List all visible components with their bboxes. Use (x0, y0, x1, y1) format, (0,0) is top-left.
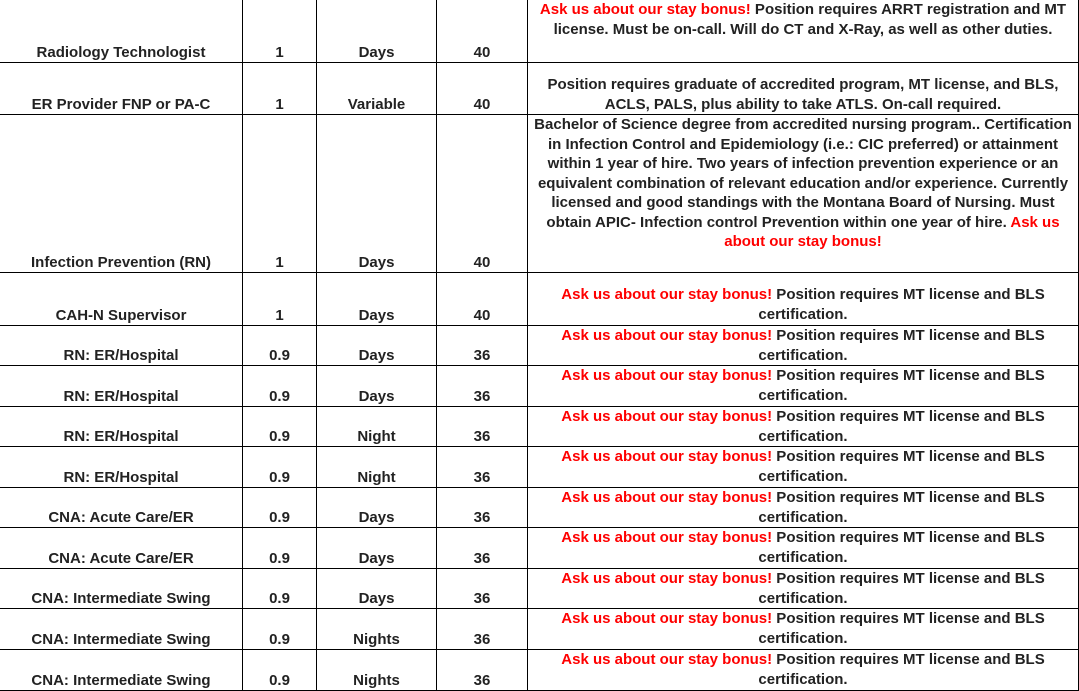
requirements-cell (528, 609, 1079, 650)
fte-cell: 1 (243, 115, 317, 273)
shift-cell: Days (317, 273, 437, 326)
position-title-cell: RN: ER/Hospital (0, 407, 243, 447)
requirements-text: Position requires MT license and BLS certification. (758, 367, 1045, 404)
shift-cell: Days (317, 488, 437, 528)
requirements-cell (528, 366, 1079, 407)
stay-bonus-note: Ask us about our stay bonus! (561, 489, 773, 506)
hours-cell: 36 (437, 488, 528, 528)
hours-cell: 40 (437, 63, 528, 115)
shift-cell: Days (317, 528, 437, 569)
requirements-cell (528, 407, 1079, 447)
fte-cell: 1 (243, 273, 317, 326)
requirements-cell (528, 569, 1079, 609)
table-row (0, 115, 1079, 273)
table-row (0, 528, 1079, 569)
hours-cell: 36 (437, 326, 528, 366)
shift-cell: Nights (317, 609, 437, 650)
requirements-cell (528, 273, 1079, 326)
requirements-text: Position requires MT license and BLS certification. (758, 327, 1045, 364)
hours-cell: 36 (437, 650, 528, 691)
position-title-cell: CNA: Intermediate Swing (0, 650, 243, 691)
stay-bonus-note: Ask us about our stay bonus! (539, 1, 751, 18)
requirements-cell (528, 528, 1079, 569)
requirements-text: Position requires MT license and BLS certification. (758, 489, 1045, 526)
fte-cell: 0.9 (243, 569, 317, 609)
fte-cell: 0.9 (243, 326, 317, 366)
position-title-cell: RN: ER/Hospital (0, 366, 243, 407)
stay-bonus-note: Ask us about our stay bonus! (561, 651, 773, 668)
position-title-cell: Radiology Technologist (0, 0, 243, 63)
requirements-text: Position requires MT license and BLS certification. (758, 408, 1045, 445)
position-title-cell: CNA: Acute Care/ER (0, 488, 243, 528)
requirements-text: Position requires graduate of accredited program, MT license, and BLS, ACLS, PALS, plus ability to take ATLS. On-call required. (547, 76, 1059, 113)
stay-bonus-note: Ask us about our stay bonus! (561, 286, 773, 303)
table-row (0, 0, 1079, 63)
table-row (0, 366, 1079, 407)
position-title-cell: RN: ER/Hospital (0, 326, 243, 366)
stay-bonus-note: Ask us about our stay bonus! (561, 448, 773, 465)
fte-cell: 0.9 (243, 366, 317, 407)
table-row (0, 326, 1079, 366)
hours-cell: 40 (437, 0, 528, 63)
hours-cell: 36 (437, 609, 528, 650)
requirements-text: Position requires MT license and BLS certification. (758, 529, 1045, 566)
table-row (0, 650, 1079, 691)
stay-bonus-note: Ask us about our stay bonus! (561, 610, 773, 627)
requirements-cell (528, 650, 1079, 691)
requirements-text: Position requires MT license and BLS certification. (758, 448, 1045, 485)
table-row (0, 63, 1079, 115)
position-title-cell: CNA: Intermediate Swing (0, 569, 243, 609)
stay-bonus-note: Ask us about our stay bonus! (561, 570, 773, 587)
table-row (0, 609, 1079, 650)
stay-bonus-note: Ask us about our stay bonus! (561, 327, 773, 344)
shift-cell: Days (317, 115, 437, 273)
requirements-text: Position requires ARRT registration and MT license. Must be on-call. Will do CT and X-Ray, as well as other duties. (553, 1, 1067, 38)
hours-cell: 36 (437, 528, 528, 569)
stay-bonus-note: Ask us about our stay bonus! (561, 367, 773, 384)
position-title-cell: CNA: Acute Care/ER (0, 528, 243, 569)
fte-cell: 1 (243, 0, 317, 63)
hours-cell: 36 (437, 407, 528, 447)
fte-cell: 0.9 (243, 609, 317, 650)
fte-cell: 0.9 (243, 488, 317, 528)
shift-cell: Night (317, 407, 437, 447)
position-title-cell: Infection Prevention (RN) (0, 115, 243, 273)
stay-bonus-note: Ask us about our stay bonus! (561, 529, 773, 546)
shift-cell: Days (317, 326, 437, 366)
table-row (0, 447, 1079, 488)
shift-cell: Variable (317, 63, 437, 115)
fte-cell: 0.9 (243, 650, 317, 691)
hours-cell: 36 (437, 447, 528, 488)
position-title-cell: RN: ER/Hospital (0, 447, 243, 488)
shift-cell: Days (317, 0, 437, 63)
hours-cell: 36 (437, 366, 528, 407)
requirements-text: Position requires MT license and BLS certification. (758, 651, 1045, 688)
requirements-cell (528, 326, 1079, 366)
shift-cell: Days (317, 366, 437, 407)
fte-cell: 1 (243, 63, 317, 115)
table-row (0, 488, 1079, 528)
table-row (0, 407, 1079, 447)
requirements-text: Position requires MT license and BLS certification. (758, 610, 1045, 647)
requirements-text: Bachelor of Science degree from accredited nursing program.. Certification in Infection Control and Epidemiology (i.e.: CIC preferred) or attainment within 1 year of hire. Two years of infection prevention experience or an equivalent combination of relevant education and/or experience. Currently licensed and good standings with the Montana Board of Nursing. Must obtain APIC- Infection control Prevention within one year of hire. (534, 116, 1072, 231)
shift-cell: Nights (317, 650, 437, 691)
requirements-cell (528, 115, 1079, 273)
table-row (0, 273, 1079, 326)
position-title-cell: CAH-N Supervisor (0, 273, 243, 326)
shift-cell: Days (317, 569, 437, 609)
requirements-text: Position requires MT license and BLS certification. (758, 570, 1045, 607)
requirements-cell (528, 63, 1079, 115)
stay-bonus-note: Ask us about our stay bonus! (561, 408, 773, 425)
position-title-cell: ER Provider FNP or PA-C (0, 63, 243, 115)
fte-cell: 0.9 (243, 447, 317, 488)
fte-cell: 0.9 (243, 528, 317, 569)
position-title-cell: CNA: Intermediate Swing (0, 609, 243, 650)
requirements-text: Position requires MT license and BLS certification. (758, 286, 1045, 323)
requirements-cell (528, 488, 1079, 528)
hours-cell: 40 (437, 115, 528, 273)
requirements-cell (528, 0, 1079, 63)
stay-bonus-note-trailing: Ask us about our stay bonus! (724, 213, 1060, 250)
table-row (0, 569, 1079, 609)
requirements-cell (528, 447, 1079, 488)
hours-cell: 36 (437, 569, 528, 609)
fte-cell: 0.9 (243, 407, 317, 447)
hours-cell: 40 (437, 273, 528, 326)
shift-cell: Night (317, 447, 437, 488)
